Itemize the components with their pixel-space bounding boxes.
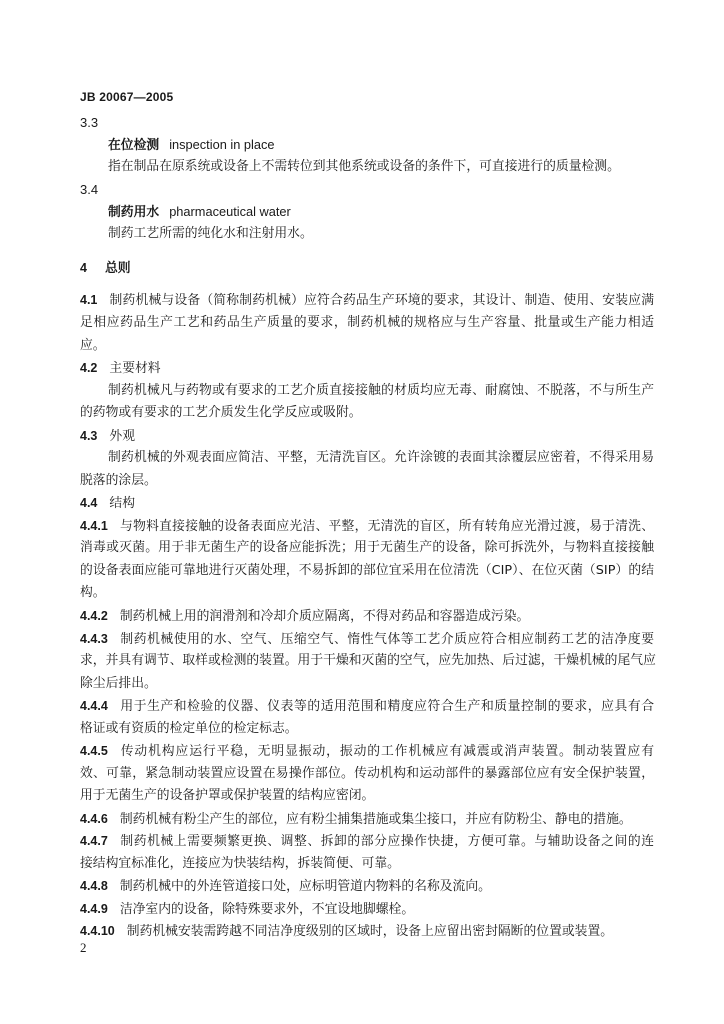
paragraph-text: 制药机械与设备（简称制药机械）应符合药品生产环境的要求，其设计、制造、使用、安装应满 — [109, 293, 654, 308]
section-4-4-1-line-3: 的设备表面应能可靠地进行灭菌处理，不易拆卸的部位宜采用在位清洗（CIP）、在位灭菌（SIP）的结 — [80, 563, 654, 578]
section-title: 主要材料 — [109, 361, 161, 376]
section-number: 4.3 — [80, 429, 98, 443]
section-3-4-definition: 制药工艺所需的纯化水和注射用水。 — [108, 226, 313, 241]
section-title: 结构 — [109, 496, 135, 511]
section-4-1-line-1 — [80, 292, 654, 309]
section-number: 4.1 — [80, 293, 98, 307]
section-number: 4.4.5 — [80, 744, 108, 758]
section-4-3-heading — [80, 428, 654, 445]
section-4-4-4-line-2: 格证或有资质的检定单位的检定标志。 — [80, 721, 298, 736]
section-4-heading — [80, 260, 654, 277]
term-en: inspection in place — [169, 137, 275, 152]
section-number: 4.4.8 — [80, 879, 108, 893]
section-3-3-term — [108, 137, 654, 154]
section-4-4-5-line-1 — [80, 743, 654, 760]
paragraph-text: 制药机械使用的水、空气、压缩空气、惰性气体等工艺介质应符合相应制药工艺的洁净度要 — [119, 632, 654, 647]
section-4-4-10-line-1 — [80, 923, 654, 940]
section-4-3-line-1: 制药机械的外观表面应简洁、平整，无清洗盲区。允许涂镀的表面其涂覆层应密着，不得采用易 — [108, 450, 654, 465]
section-4-4-7-line-1 — [80, 833, 654, 850]
section-number: 4.4.10 — [80, 924, 115, 938]
section-title: 总则 — [104, 261, 131, 276]
section-4-4-9-line-1 — [80, 901, 654, 918]
paragraph-text: 与物料直接接触的设备表面应光洁、平整，无清洗的盲区，所有转角应光滑过渡，易于清洗、 — [119, 519, 654, 534]
section-4-4-8-line-1 — [80, 878, 654, 895]
section-4-4-5-line-3: 用于无菌生产的设备护罩或保护装置的结构应密闭。 — [80, 788, 375, 803]
section-3-3-definition: 指在制品在原系统或设备上不需转位到其他系统或设备的条件下，可直接进行的质量检测。 — [108, 159, 620, 174]
section-4-4-5-line-2: 效、可靠，紧急制动装置应设置在易操作部位。传动机构和运动部件的暴露部位应有安全保护装置， — [80, 766, 654, 781]
paragraph-text: 洁净室内的设备，除特殊要求外，不宜设地脚螺栓。 — [119, 902, 415, 917]
section-4-4-2-line-1 — [80, 608, 654, 625]
section-4-4-7-line-2: 接结构宜标准化，连接应为快装结构，拆装简便、可靠。 — [80, 856, 400, 871]
section-number: 4.2 — [80, 361, 98, 375]
term-zh: 在位检测 — [108, 138, 160, 153]
section-number: 4.4.6 — [80, 812, 108, 826]
paragraph-text: 制药机械安装需跨越不同洁净度级别的区域时，设备上应留出密封隔断的位置或装置。 — [126, 924, 614, 939]
section-4-4-1-line-4: 构。 — [80, 585, 106, 600]
section-4-4-6-line-1 — [80, 811, 654, 828]
section-number: 4.4.3 — [80, 632, 108, 646]
section-4-3-line-2: 脱落的涂层。 — [80, 473, 157, 488]
section-number: 4 — [80, 261, 87, 275]
section-4-1-line-2: 足相应药品生产工艺和药品生产质量的要求，制药机械的规格应与生产容量、批量或生产能力相适 — [80, 315, 654, 330]
section-4-2-line-2: 的药物或有要求的工艺介质发生化学反应或吸附。 — [80, 405, 362, 420]
term-en: pharmaceutical water — [169, 204, 291, 219]
section-4-1-line-3: 应。 — [80, 338, 106, 353]
section-3-4-number: 3.4 — [80, 182, 99, 197]
section-4-4-1-line-2: 消毒或灭菌。用于非无菌生产的设备应能拆洗；用于无菌生产的设备，除可拆洗外，与物料直接接触 — [80, 540, 654, 555]
section-number: 4.4.4 — [80, 699, 108, 713]
section-4-4-4-line-1 — [80, 698, 654, 715]
term-zh: 制药用水 — [108, 205, 160, 220]
section-4-4-1-line-1 — [80, 518, 654, 535]
page-number: 2 — [80, 940, 87, 955]
paragraph-text: 制药机械中的外连管道接口处，应标明管道内物料的名称及流向。 — [119, 879, 491, 894]
section-4-4-3-line-2: 求，并具有调节、取样或检测的装置。用于干燥和灭菌的空气，应先加热、后过滤，干燥机械的尾气应 — [80, 653, 656, 668]
section-3-4-term — [108, 204, 654, 221]
section-4-4-3-line-1 — [80, 631, 654, 648]
section-number: 4.4.2 — [80, 609, 108, 623]
paragraph-text: 制药机械有粉尘产生的部位，应有粉尘捕集措施或集尘接口，并应有防粉尘、静电的措施。 — [119, 812, 632, 827]
section-title: 外观 — [109, 429, 135, 444]
section-number: 4.4 — [80, 496, 98, 510]
paragraph-text: 制药机械上需要频繁更换、调整、拆卸的部分应操作快捷，方便可靠。与辅助设备之间的连 — [119, 834, 654, 849]
section-4-2-heading — [80, 360, 654, 377]
section-4-2-line-1: 制药机械凡与药物或有要求的工艺介质直接接触的材质均应无毒、耐腐蚀、不脱落，不与所生产 — [108, 383, 654, 398]
section-4-4-3-line-3: 除尘后排出。 — [80, 676, 157, 691]
section-4-4-heading — [80, 495, 654, 512]
section-number: 4.4.1 — [80, 519, 108, 533]
paragraph-text: 传动机构应运行平稳，无明显振动，振动的工作机械应有减震或消声装置。制动装置应有 — [119, 744, 654, 759]
paragraph-text: 用于生产和检验的仪器、仪表等的适用范围和精度应符合生产和质量控制的要求，应具有合 — [119, 699, 654, 714]
standard-code-header: JB 20067—2005 — [80, 90, 174, 104]
section-number: 4.4.7 — [80, 834, 108, 848]
paragraph-text: 制药机械上用的润滑剂和冷却介质应隔离，不得对药品和容器造成污染。 — [119, 609, 530, 624]
section-number: 4.4.9 — [80, 902, 108, 916]
section-3-3-number: 3.3 — [80, 115, 99, 130]
